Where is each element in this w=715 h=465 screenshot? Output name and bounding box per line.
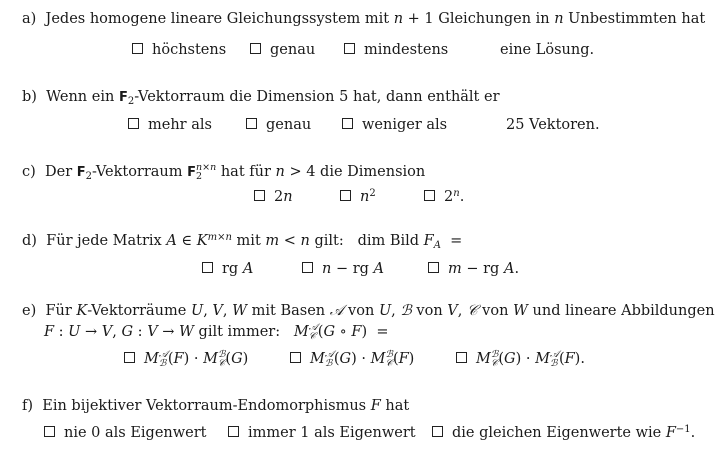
option-d-2[interactable]: n − rg A bbox=[302, 261, 384, 277]
question-f-text: f) Ein bijektiver Vektorraum-Endomorphismus F hat bbox=[22, 398, 410, 414]
option-f-3[interactable]: die gleichen Eigenwerte wie $F^{-1}$. bbox=[432, 425, 695, 441]
option-c-1[interactable]: 2n bbox=[254, 189, 293, 205]
option-b-3[interactable]: weniger als bbox=[342, 117, 447, 133]
question-d-text: d) Für jede Matrix A ∈ $K^{m\times n}$ mit m < n gilt: dim Bild $F_A$ = bbox=[22, 232, 463, 251]
checkbox[interactable] bbox=[424, 190, 435, 201]
checkbox[interactable] bbox=[302, 262, 313, 273]
option-c-2[interactable]: $n^2$ bbox=[340, 189, 376, 205]
question-a-text: a) Jedes homogene lineare Gleichungssystem mit n + 1 Gleichungen in n Unbestimmten hat bbox=[22, 11, 706, 27]
option-b-tail: 25 Vektoren. bbox=[506, 117, 600, 133]
option-a-tail: eine Lösung. bbox=[500, 42, 595, 58]
question-e-text-1: e) Für K-Vektorräume U, V, W mit Basen 𝒜 von U, ℬ von V, 𝒞 von W und lineare Abbildungen bbox=[22, 303, 715, 319]
checkbox[interactable] bbox=[344, 43, 355, 54]
checkbox[interactable] bbox=[228, 426, 239, 437]
checkbox[interactable] bbox=[202, 262, 213, 273]
option-b-1[interactable]: mehr als bbox=[128, 117, 212, 133]
checkbox[interactable] bbox=[124, 352, 135, 363]
option-e-2[interactable]: M 𝒜 ℬ (G) · M ℬ 𝒞 (F) bbox=[290, 350, 414, 368]
option-a-1[interactable]: höchstens bbox=[132, 42, 226, 58]
checkbox[interactable] bbox=[432, 426, 443, 437]
option-f-2[interactable]: immer 1 als Eigenwert bbox=[228, 425, 416, 441]
option-b-2[interactable]: genau bbox=[246, 117, 311, 133]
question-d-label: d) bbox=[22, 233, 37, 249]
option-e-3[interactable]: M ℬ 𝒞 (G) · M 𝒜 ℬ (F). bbox=[456, 350, 585, 368]
checkbox[interactable] bbox=[340, 190, 351, 201]
question-c-label: c) bbox=[22, 164, 36, 180]
checkbox[interactable] bbox=[456, 352, 467, 363]
checkbox[interactable] bbox=[254, 190, 265, 201]
checkbox[interactable] bbox=[44, 426, 55, 437]
option-a-3[interactable]: mindestens bbox=[344, 42, 448, 58]
question-c-text: c) Der $F_2$-Vektorraum F n×n 2 hat für n > 4 die Dimension bbox=[22, 162, 426, 182]
option-c-3[interactable]: 2$^n$. bbox=[424, 189, 464, 205]
question-e-text-2: F : U → V, G : V → W gilt immer: M 𝒜 𝒞 (G ∘ F) = bbox=[44, 322, 389, 342]
question-e-label: e) bbox=[22, 303, 37, 319]
question-f-label: f) bbox=[22, 398, 34, 414]
option-a-2[interactable]: genau bbox=[250, 42, 315, 58]
option-f-1[interactable]: nie 0 als Eigenwert bbox=[44, 425, 207, 441]
question-b-text: b) Wenn ein $F_2$-Vektorraum die Dimension 5 hat, dann enthält er bbox=[22, 89, 500, 107]
checkbox[interactable] bbox=[132, 43, 143, 54]
question-b-label: b) bbox=[22, 89, 37, 105]
checkbox[interactable] bbox=[250, 43, 261, 54]
checkbox[interactable] bbox=[246, 118, 257, 129]
checkbox[interactable] bbox=[342, 118, 353, 129]
checkbox[interactable] bbox=[128, 118, 139, 129]
question-a-label: a) bbox=[22, 11, 37, 27]
option-d-3[interactable]: m − rg A. bbox=[428, 261, 519, 277]
checkbox[interactable] bbox=[428, 262, 439, 273]
option-e-1[interactable]: M 𝒜 ℬ (F) · M ℬ 𝒞 (G) bbox=[124, 350, 248, 368]
checkbox[interactable] bbox=[290, 352, 301, 363]
option-d-1[interactable]: rg A bbox=[202, 261, 253, 277]
